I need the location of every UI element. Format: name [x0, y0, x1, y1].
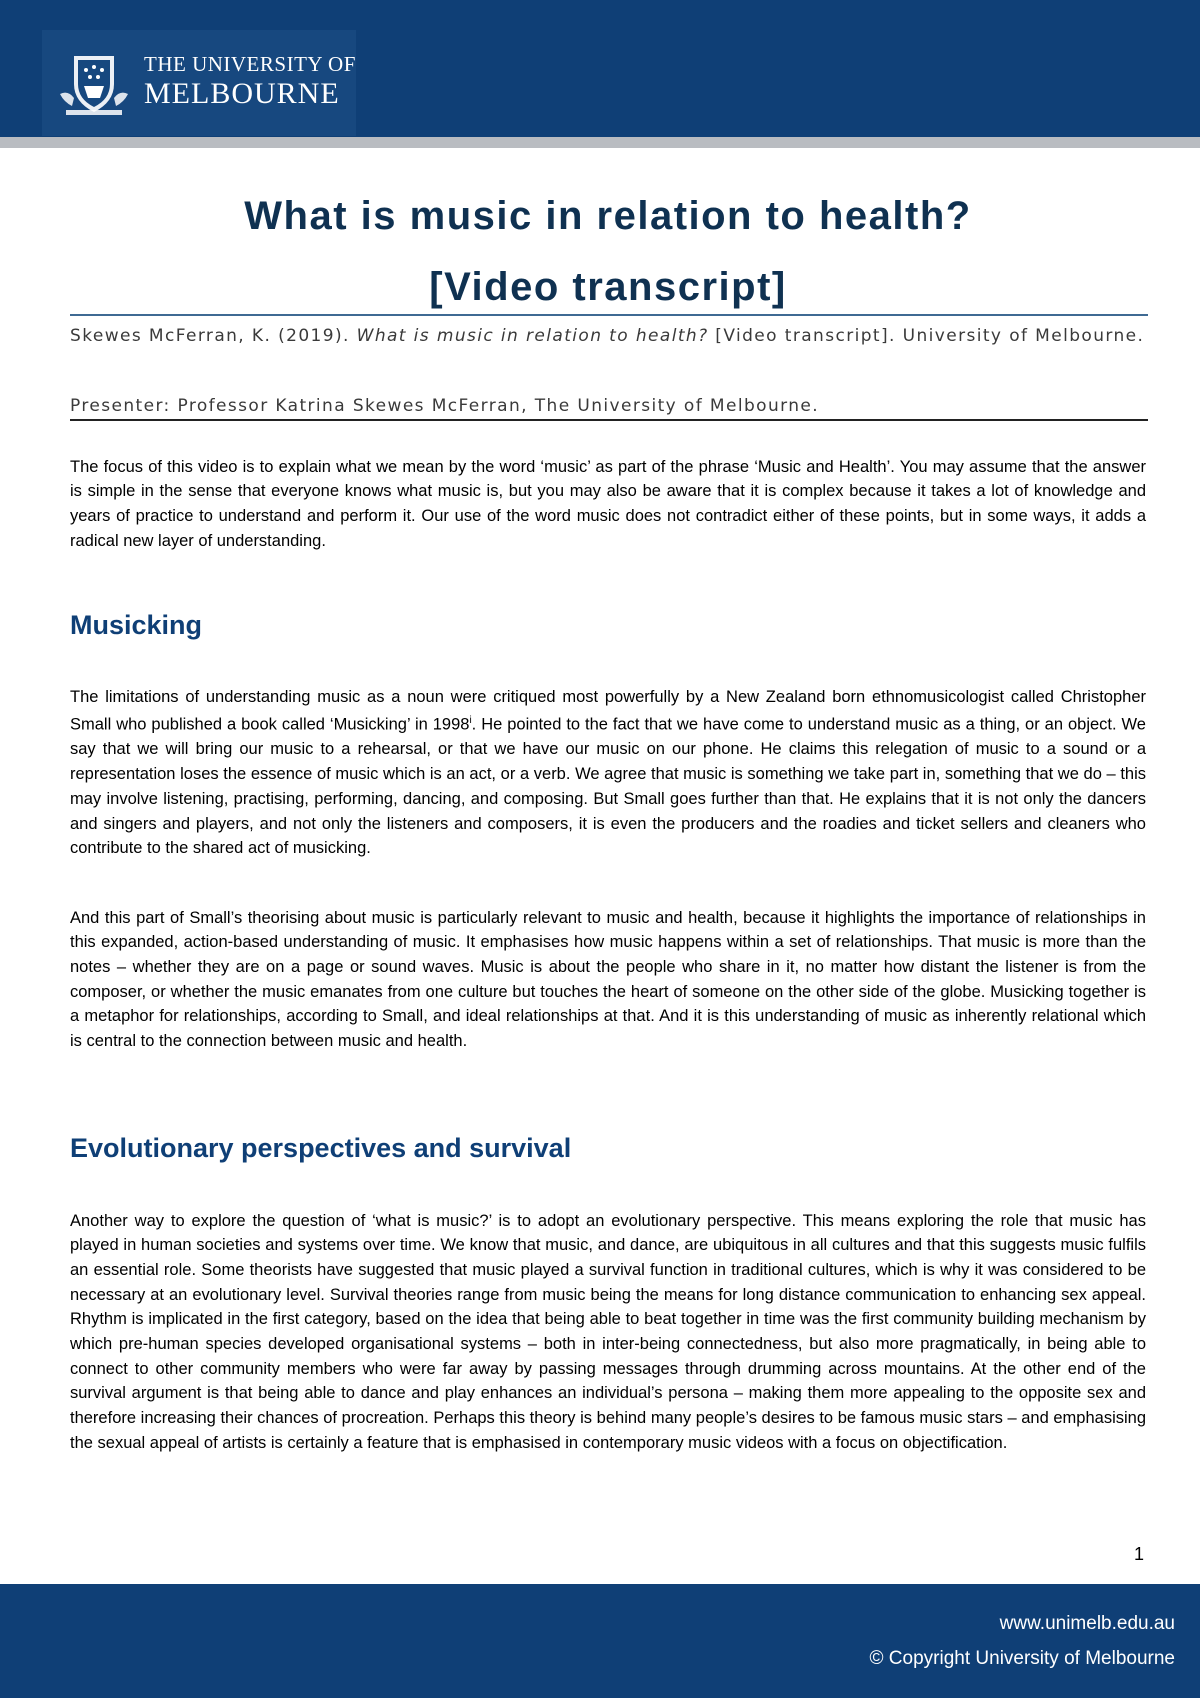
footer-band [0, 1584, 1200, 1698]
university-logo[interactable] [42, 30, 356, 136]
logo-line-1: THE UNIVERSITY OF [144, 52, 356, 76]
musicking-paragraph-1 [70, 685, 1146, 861]
footnote-marker[interactable]: i [469, 715, 472, 727]
evolutionary-paragraph-1: Another way to explore the question of ‘what is music?’ is to adopt an evolutionary perspective. This means exploring the role that music has played in human societies and systems over time. We know that music, and dance, are ubiquitous in all cultures and that this suggests music fulfils an essential role. Some theorists have suggested that music played a survival function in traditional cultures, which is why it was considered to be necessary at an evolutionary level. Survival theories range from music being the means for long distance communication to enhancing sex appeal. Rhythm is implicated in the first category, based on the idea that being able to beat together in time was the first community building mechanism by which pre-human species developed organisational systems – both in inter-being connectedness, but also more pragmatically, in being able to connect to other community members who were far away by passing messages through drumming across mountains. At the other end of the survival argument is that being able to dance and play enhances an individual’s persona – making them more appealing to the opposite sex and therefore increasing their chances of procreation. Perhaps this theory is behind many people’s desires to be famous music stars – and emphasising the sexual appeal of artists is certainly a feature that is emphasised in contemporary music videos with a focus on objectification. [70, 1211, 1146, 1452]
paragraph-text: The limitations of understanding music as a noun were critiqued most powerfully by a New Zealand born ethnomusicologist called Christopher Small who published a book called ‘Musicking’ in 1998 [70, 687, 1146, 734]
logo-wordmark [144, 50, 356, 111]
citation [70, 323, 1146, 349]
section-heading-evolutionary: Evolutionary perspectives and survival [70, 1133, 572, 1164]
intro-paragraph: The focus of this video is to explain what we mean by the word ‘music’ as part of the phrase ‘Music and Health’. You may assume that the answer is simple in the sense that everyone knows what music is, but you may also be aware that it is complex because it takes a lot of knowledge and years of practice to understand and perform it. Our use of the word music does not contradict either of these points, but in some ways, it adds a radical new layer of understanding. [70, 457, 1146, 550]
citation-title: What is music in relation to health? [356, 326, 709, 346]
document-subtitle: [Video transcript] [429, 265, 787, 309]
document-title: What is music in relation to health? [244, 194, 972, 238]
logo-line-2: MELBOURNE [144, 77, 340, 110]
presenter-line: Presenter: Professor Katrina Skewes McFerran, The University of Melbourne. [70, 396, 820, 416]
paragraph-text: . He pointed to the fact that we have come to understand music as a thing, or an object. We say that we will bring our music to a rehearsal, or that we have our music on our phone. He claims this relegation of music to a sound or a representation loses the essence of music which is an act, or a verb. We agree that music is something we take part in, something that we do – this may involve listening, practising, performing, dancing, and composing. But Small goes further than that. He explains that it is not only the dancers and singers and players, and not only the listeners and composers, it is even the producers and the roadies and ticket sellers and cleaners who contribute to the shared act of musicking. [70, 715, 1146, 858]
citation-authors: Skewes McFerran, K. (2019). [70, 326, 357, 346]
page-number: 1 [1133, 1544, 1144, 1564]
section-heading-musicking: Musicking [70, 610, 203, 641]
title-divider [70, 314, 1148, 316]
header-divider [0, 137, 1200, 148]
footer-website-link[interactable]: www.unimelb.edu.au [999, 1613, 1175, 1634]
citation-rest: [Video transcript]. University of Melbourne. [708, 326, 1145, 346]
musicking-paragraph-2: And this part of Small’s theorising about music is particularly relevant to music and health, because it highlights the importance of relationships in this expanded, action-based understanding of music. It emphasises how music happens within a set of relationships. That music is more than the notes – whether they are on a page or sound waves. Music is about the people who share in it, no matter how distant the listener is from the composer, or whether the music emanates from one culture but touches the heart of someone on the other side of the globe. Musicking together is a metaphor for relationships, according to Small, and ideal relationships at that. And it is this understanding of music as inherently relational which is central to the connection between music and health. [70, 908, 1146, 1051]
meta-divider [70, 419, 1148, 421]
footer-copyright: © Copyright University of Melbourne [869, 1648, 1175, 1669]
university-crest-icon [58, 50, 130, 118]
